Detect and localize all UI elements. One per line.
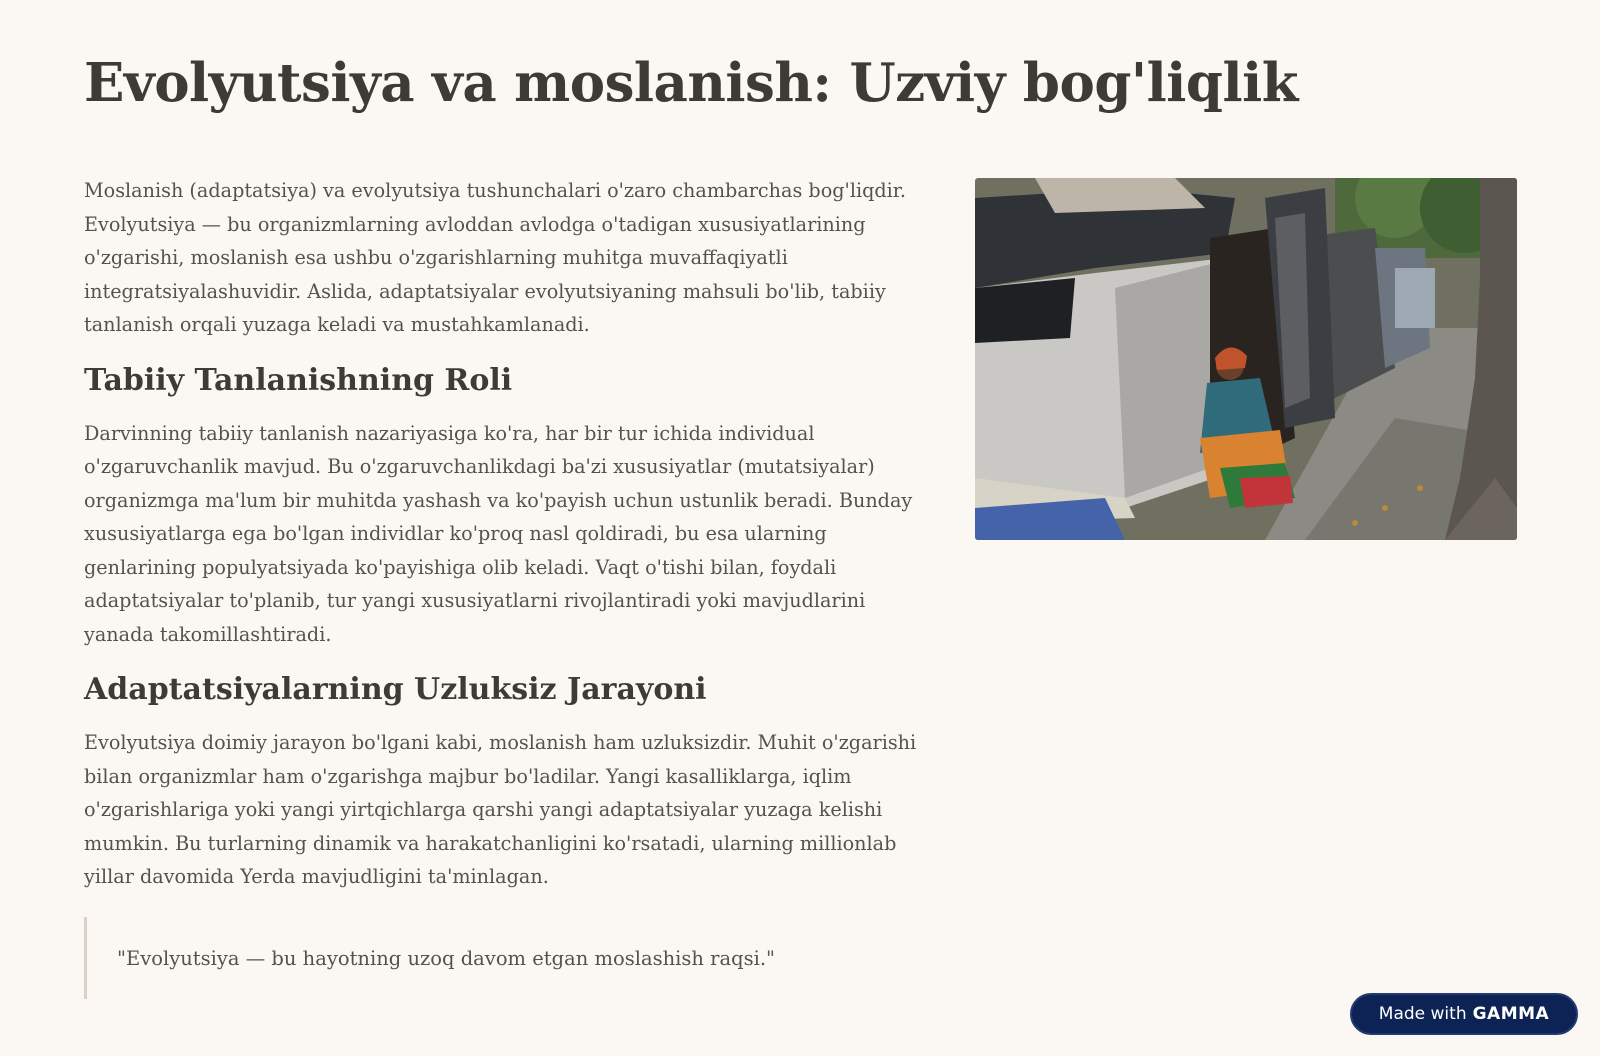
natural-selection-paragraph: Darvinning tabiiy tanlanish nazariyasiga ko'ra, har bir tur ichida individual o'zgaruvchanlik mavjud. Bu o'zgaruvchanlikdagi ba'zi xususiyatlar (mutatsiyalar) organizmga ma'lum bir muhitda yashash va ko'payish uchun ustunlik beradi. Bunday xususiyatlarga ega bo'lgan individlar ko'proq nasl qoldiradi, bu esa ularning genlarining populyatsiyada ko'payishiga olib keladi. Vaqt o'tishi bilan, foydali adaptatsiyalar to'planib, tur yangi xususiyatlarni rivojlantiradi yoki mavjudlarini yanada takomillashtiradi. — [84, 421, 913, 646]
gamma-logo: GAMMA — [1472, 1004, 1550, 1024]
made-with-gamma-badge[interactable] — [1350, 993, 1578, 1035]
slum-street-photo — [975, 178, 1517, 540]
intro-paragraph: Moslanish (adaptatsiya) va evolyutsiya tushunchalari o'zaro chambarchas bog'liqdir. Evolyutsiya — bu organizmlarning avloddan avlodga o'tadigan xususiyatlarining o'zgarishi, moslanish esa ushbu o'zgarishlarning muhitga muvaffaqiyatli integratsiyalashuvidir. Aslida, adaptatsiyalar evolyutsiyaning mahsuli bo'lib, tabiiy tanlanish orqali yuzaga keladi va mustahkamlanadi. — [84, 179, 906, 336]
badge-prefix: Made with — [1378, 1004, 1467, 1024]
adaptation-process-paragraph: Evolyutsiya doimiy jarayon bo'lgani kabi, moslanish ham uzluksizdir. Muhit o'zgarishi bilan organizmlar ham o'zgarishga majbur bo'ladilar. Yangi kasalliklarga, iqlim o'zgarishlariga yoki yangi yirtqichlarga qarshi yangi adaptatsiyalar yuzaga kelishi mumkin. Bu turlarning dinamik va harakatchanligini ko'rsatadi, ularning millionlab yillar davomida Yerda mavjudligini ta'minlagan. — [84, 731, 917, 888]
page-title: Evolyutsiya va moslanish: Uzviy bog'liqlik — [84, 52, 1298, 114]
main-content — [84, 174, 924, 894]
section-heading-adaptation-process: Adaptatsiyalarning Uzluksiz Jarayoni — [84, 672, 707, 707]
section-heading-natural-selection: Tabiiy Tanlanishning Roli — [84, 362, 513, 398]
quote-block — [84, 917, 904, 999]
quote-text: "Evolyutsiya — bu hayotning uzoq davom etgan moslashish raqsi." — [117, 946, 776, 970]
